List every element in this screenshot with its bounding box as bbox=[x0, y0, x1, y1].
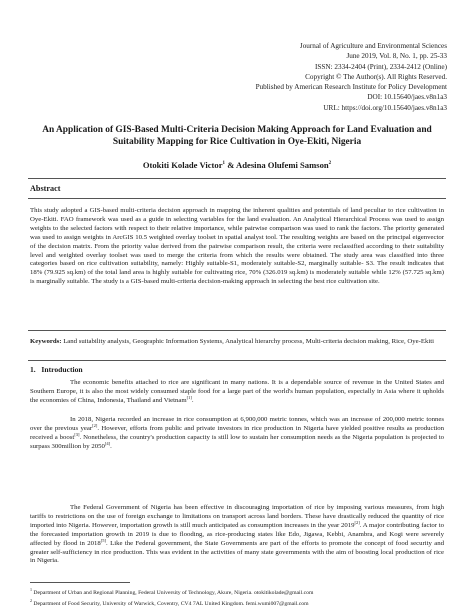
citation-3[interactable]: [3] bbox=[74, 431, 80, 437]
footnote-2 bbox=[30, 597, 444, 608]
paragraph-text: . A major contributing factor to the forecasted importation growth in 2019 is due to flooding, as rice-producing states like Edo, Jigawa, Kebbi, Anambra, and Kogi were severely affected by flood in 2018 bbox=[30, 521, 444, 547]
author-2-footnote-mark[interactable]: 2 bbox=[328, 161, 332, 167]
paragraph-text: The economic benefits attached to rice are significant in many nations. It is a dependable source of revenue in the United States and Southern Europe, it is also the most widely consumed staple food for a large part of the world's human population, especially in Asia where it upholds the economies of China, Indonesia, Thailand and Vietnam bbox=[30, 379, 444, 404]
paragraph-text: . bbox=[110, 442, 112, 450]
journal-info bbox=[147, 41, 447, 113]
paragraph-text: . Like the Federal government, the State Governments are part of the efforts to promote the concept of food security and greater self-sufficiency in rice production. This was evident in the activities of many state governments with the aim of boosting local production of rice in Nigeria. bbox=[30, 539, 444, 565]
author-2: Adesina Olufemi Samson bbox=[236, 160, 329, 170]
keywords-text: Land suitability analysis, Geographic Information Systems, Analytical hierarchy process, Multi-criteria decision making, Rice, Oye-Ekiti bbox=[61, 338, 434, 345]
citation-1[interactable]: [1] bbox=[186, 394, 192, 400]
abstract-heading-rule bbox=[28, 198, 446, 199]
section-number: 1. bbox=[30, 365, 36, 374]
author-1-footnote-mark[interactable]: 1 bbox=[222, 161, 226, 167]
paragraph-text: . However, efforts from public and private investors in rice production in Nigeria have yielded positive results as production received a boost bbox=[30, 424, 445, 441]
journal-publisher: Published by American Research Institute for Policy Development bbox=[255, 83, 447, 92]
intro-paragraph-2 bbox=[30, 416, 444, 452]
journal-name: Journal of Agriculture and Environmental Sciences bbox=[299, 42, 447, 50]
citation-2[interactable]: [2] bbox=[92, 422, 98, 428]
journal-doi: DOI: 10.15640/jaes.v8n1a3 bbox=[367, 93, 447, 102]
footnote-2-mark: 2 bbox=[30, 598, 32, 604]
keywords-label: Keywords: bbox=[30, 338, 62, 345]
citation-4[interactable]: [4] bbox=[104, 440, 111, 446]
author-connector: & bbox=[225, 160, 237, 170]
intro-paragraph-1 bbox=[30, 379, 444, 406]
section-title: Introduction bbox=[41, 365, 83, 374]
section-heading-introduction bbox=[30, 365, 83, 374]
abstract-text: This study adopted a GIS-based multi-criteria decision approach in mapping the inherent qualities and potentials of land peculiar to rice cultivation in Oye-Ekiti. FAO framework was used as a guide in selecting variables for the land evaluation. An Analytical Hierarchical Process was used to assign weights to the selected factors with respect to their relative importance, while pairwise comparison was used to rank the factors. The priority generated was used to assign weights in ArcGIS 10.5 weighted overlay toolset in spatial analyst tool. The resulting weights are based on the principal eigenvector of the decision matrix. From the priority value derived from the pairwise comparison result, the criteria were reclassified according to their suitability level and weighted overlay toolset was used to merge the criteria from which the results were obtained. The study area was classified into three categories based on rice cultivation suitability, namely: Highly suitable-S1, moderately suitable-S2, marginally suitable- S3. The result indicates that 18% (79.925 sq.km) of the total land area is highly suitable for cultivating rice, 70% (326.019 sq.km) is moderately suitable while 12% (57.725 sq.km) is marginally suitable. The study is a GIS-based multi-criteria decision-making approach in selecting the best rice cultivation site. bbox=[30, 207, 444, 286]
journal-copyright: Copyright © The Author(s). All Rights Reserved. bbox=[305, 72, 447, 81]
paper-title: An Application of GIS-Based Multi-Criteria Decision Making Approach for Land Evaluation and Suitability Mapping for Rice Cultivation in Oye-Ekiti, Nigeria bbox=[42, 125, 432, 147]
intro-paragraph-3 bbox=[30, 504, 444, 566]
keywords-bottom-rule bbox=[28, 360, 446, 361]
abstract-top-rule bbox=[28, 178, 446, 179]
citation-2b[interactable]: [2] bbox=[354, 519, 360, 525]
footnote-rule bbox=[30, 582, 130, 583]
footnote-1-mark: 1 bbox=[30, 587, 32, 592]
footnote-1-text: Department of Urban and Regional Planning, Federal University of Technology, Akure, Nigeria. otokitikolade@gmail.com bbox=[32, 589, 314, 596]
author-line bbox=[36, 160, 438, 170]
footnote-2-text: Department of Food Security, University of Warwick, Coventry, CV4 7AL United Kingdom. femi.wumi007@gmail.com bbox=[32, 600, 309, 607]
citation-5[interactable]: [5] bbox=[100, 537, 107, 543]
journal-issue: June 2019, Vol. 8, No. 1, pp. 25-33 bbox=[346, 52, 447, 61]
paragraph-text: In 2018, Nigeria recorded an increase in rice consumption at 6,900,000 metric tonnes, which was an increase of 200,000 metric tonnes over the previous year bbox=[30, 416, 444, 432]
paragraph-text: . Nonetheless, the country's production capacity is still low to sustain her consumption needs as the Nigeria population is projected to surpass 300million by 2050 bbox=[30, 433, 444, 450]
author-1: Otokiti Kolade Victor bbox=[142, 160, 223, 170]
journal-issn: ISSN: 2334-2404 (Print), 2334-2412 (Online) bbox=[315, 62, 447, 71]
keywords bbox=[30, 338, 444, 347]
paragraph-text: . bbox=[191, 396, 194, 404]
footnotes bbox=[30, 586, 444, 608]
abstract-heading: Abstract bbox=[30, 184, 61, 193]
footnote-1 bbox=[30, 586, 444, 597]
journal-url[interactable]: URL: https://doi.org/10.15640/jaes.v8n1a3 bbox=[323, 103, 447, 112]
abstract-bottom-rule bbox=[28, 330, 446, 331]
paragraph-text: The Federal Government of Nigeria has been effective in discouraging importation of rice by imposing various measures, from high tariffs to restrictions on the use of foreign exchange to limitations on transport across land borders. These have drastically reduced the quantity of rice imported into Nigeria. However, importation growth is still much anticipated as consumption increases in the year 2019 bbox=[30, 504, 444, 529]
